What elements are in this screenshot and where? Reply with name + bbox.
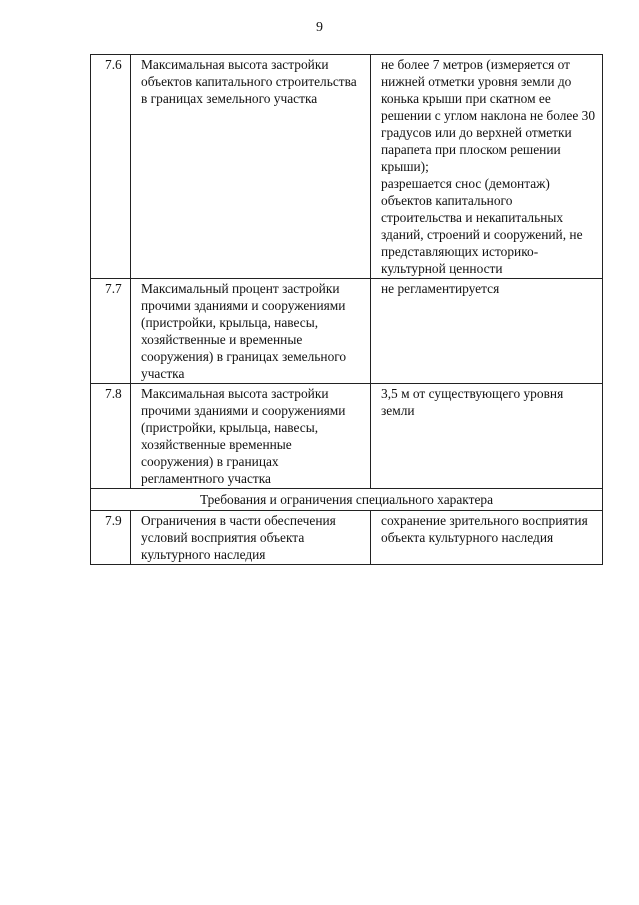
row-number: 7.9 — [91, 511, 131, 565]
value-cell: не регламентируется — [371, 279, 603, 384]
parameter-cell: Максимальная высота застройки объектов капитального строительства в границах земельного участка — [131, 55, 371, 279]
value-cell: сохранение зрительного восприятия объекта культурного наследия — [371, 511, 603, 565]
page-number: 9 — [316, 20, 323, 35]
value-text: не более 7 метров (измеряется от нижней отметки уровня земли до конька крыши при скатном ее решении с углом наклона не более 30 градусов или до верхней отметки парапета при плоском решении крыши); — [381, 57, 596, 174]
row-number: 7.8 — [91, 384, 131, 489]
parameter-cell: Ограничения в части обеспечения условий восприятия объекта культурного наследия — [131, 511, 371, 565]
value-text: разрешается снос (демонтаж) объектов капитального строительства и некапитальных зданий, строений и сооружений, не представляющих историко-культурной ценности — [381, 176, 583, 276]
value-cell — [371, 55, 603, 279]
parameter-cell: Максимальный процент застройки прочими зданиями и сооружениями (пристройки, крыльца, навесы, хозяйственные и временные сооружения) в границах земельного участка — [131, 279, 371, 384]
table-row — [91, 511, 603, 565]
row-number: 7.7 — [91, 279, 131, 384]
section-heading: Требования и ограничения специального характера — [91, 489, 603, 511]
regulations-table — [90, 54, 603, 565]
parameter-cell: Максимальная высота застройки прочими зданиями и сооружениями (пристройки, крыльца, навесы, хозяйственные временные сооружения) в границах регламентного участка — [131, 384, 371, 489]
row-number: 7.6 — [91, 55, 131, 279]
table-row — [91, 55, 603, 279]
table-row — [91, 384, 603, 489]
table-row — [91, 279, 603, 384]
value-cell: 3,5 м от существующего уровня земли — [371, 384, 603, 489]
section-heading-row — [91, 489, 603, 511]
